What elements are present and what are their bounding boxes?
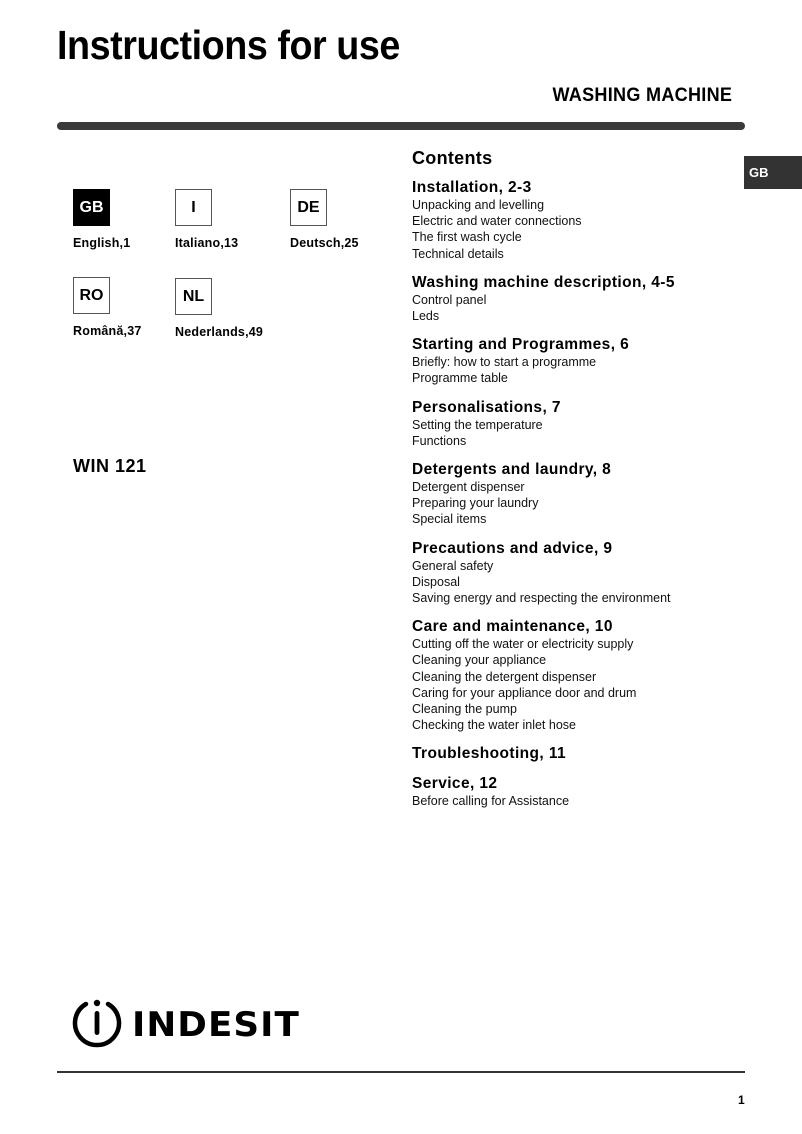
toc-section-precautions	[412, 539, 742, 607]
toc-section-description	[412, 273, 742, 324]
toc-section-service	[412, 774, 742, 809]
toc-item[interactable]: Briefly: how to start a programme	[412, 355, 597, 370]
toc-section-title[interactable]: Precautions and advice, 9	[412, 539, 613, 557]
language-code-badge: I	[175, 189, 212, 226]
language-de[interactable]	[290, 189, 359, 250]
language-ro[interactable]	[73, 277, 142, 338]
toc-section-title[interactable]: Service, 12	[412, 775, 498, 793]
language-nl[interactable]	[175, 278, 263, 339]
toc-item[interactable]: The first wash cycle	[412, 230, 522, 245]
language-gb[interactable]	[73, 189, 130, 250]
toc-section-personalisations	[412, 398, 742, 449]
toc-item[interactable]: Unpacking and levelling	[412, 198, 545, 212]
language-label: Deutsch,25	[290, 236, 359, 250]
toc-section-title[interactable]: Washing machine description, 4-5	[412, 273, 675, 291]
toc-item[interactable]: Checking the water inlet hose	[412, 718, 576, 733]
language-code-badge: GB	[73, 189, 110, 226]
toc-item[interactable]: Setting the temperature	[412, 417, 543, 432]
model-number: WIN 121	[73, 456, 147, 476]
power-i-logo-icon	[70, 995, 124, 1054]
language-code-badge: NL	[175, 278, 212, 315]
toc-item[interactable]: Functions	[412, 433, 467, 448]
toc-item[interactable]: Detergent dispenser	[412, 480, 525, 495]
page-number: 1	[738, 1093, 745, 1107]
toc-item[interactable]: Preparing your laundry	[412, 496, 539, 511]
language-side-tab: GB	[744, 156, 802, 189]
toc-item[interactable]: Control panel	[412, 292, 487, 307]
toc-item[interactable]: Cleaning the pump	[412, 702, 517, 717]
toc-section-troubleshooting	[412, 744, 742, 763]
toc-item[interactable]: Electric and water connections	[412, 214, 582, 229]
toc-item[interactable]: Cutting off the water or electricity supply	[412, 637, 634, 652]
language-code-badge: RO	[73, 277, 110, 314]
brand-name: INDESIT	[132, 1004, 300, 1045]
toc-section-detergents	[412, 460, 742, 528]
brand-logo	[70, 995, 300, 1054]
toc-section-title[interactable]: Troubleshooting, 11	[412, 745, 567, 763]
toc-item[interactable]: Cleaning the detergent dispenser	[412, 669, 597, 684]
toc-section-title[interactable]: Starting and Programmes, 6	[412, 336, 630, 354]
toc-section-title[interactable]: Detergents and laundry, 8	[412, 461, 612, 479]
language-code-badge: DE	[290, 189, 327, 226]
toc-item[interactable]: General safety	[412, 558, 494, 573]
language-label: Română,37	[73, 324, 142, 338]
toc-item[interactable]: Technical details	[412, 246, 504, 261]
language-it[interactable]	[175, 189, 238, 250]
toc-section-title[interactable]: Personalisations, 7	[412, 398, 561, 416]
language-label: English,1	[73, 236, 131, 250]
toc-section-title[interactable]: Care and maintenance, 10	[412, 618, 613, 636]
language-label: Nederlands,49	[175, 325, 264, 339]
toc-item[interactable]: Cleaning your appliance	[412, 653, 547, 668]
toc-item[interactable]: Special items	[412, 512, 487, 527]
toc-section-title[interactable]: Installation, 2-3	[412, 179, 532, 196]
toc-section-starting	[412, 335, 742, 386]
header-divider	[57, 122, 745, 130]
toc-item[interactable]: Programme table	[412, 371, 508, 386]
toc-item[interactable]: Before calling for Assistance	[412, 794, 570, 809]
toc-section-care	[412, 617, 742, 733]
toc-item[interactable]: Saving energy and respecting the environment	[412, 591, 671, 606]
toc-section-installation	[412, 178, 742, 262]
footer-divider	[57, 1071, 745, 1073]
toc-item[interactable]: Caring for your appliance door and drum	[412, 685, 637, 700]
language-label: Italiano,13	[175, 236, 239, 250]
toc-item[interactable]: Disposal	[412, 574, 460, 589]
table-of-contents	[412, 148, 742, 821]
document-title: Instructions for use	[57, 22, 400, 68]
document-subtitle: WASHING MACHINE	[552, 85, 732, 106]
contents-heading: Contents	[412, 148, 493, 168]
toc-item[interactable]: Leds	[412, 309, 440, 324]
